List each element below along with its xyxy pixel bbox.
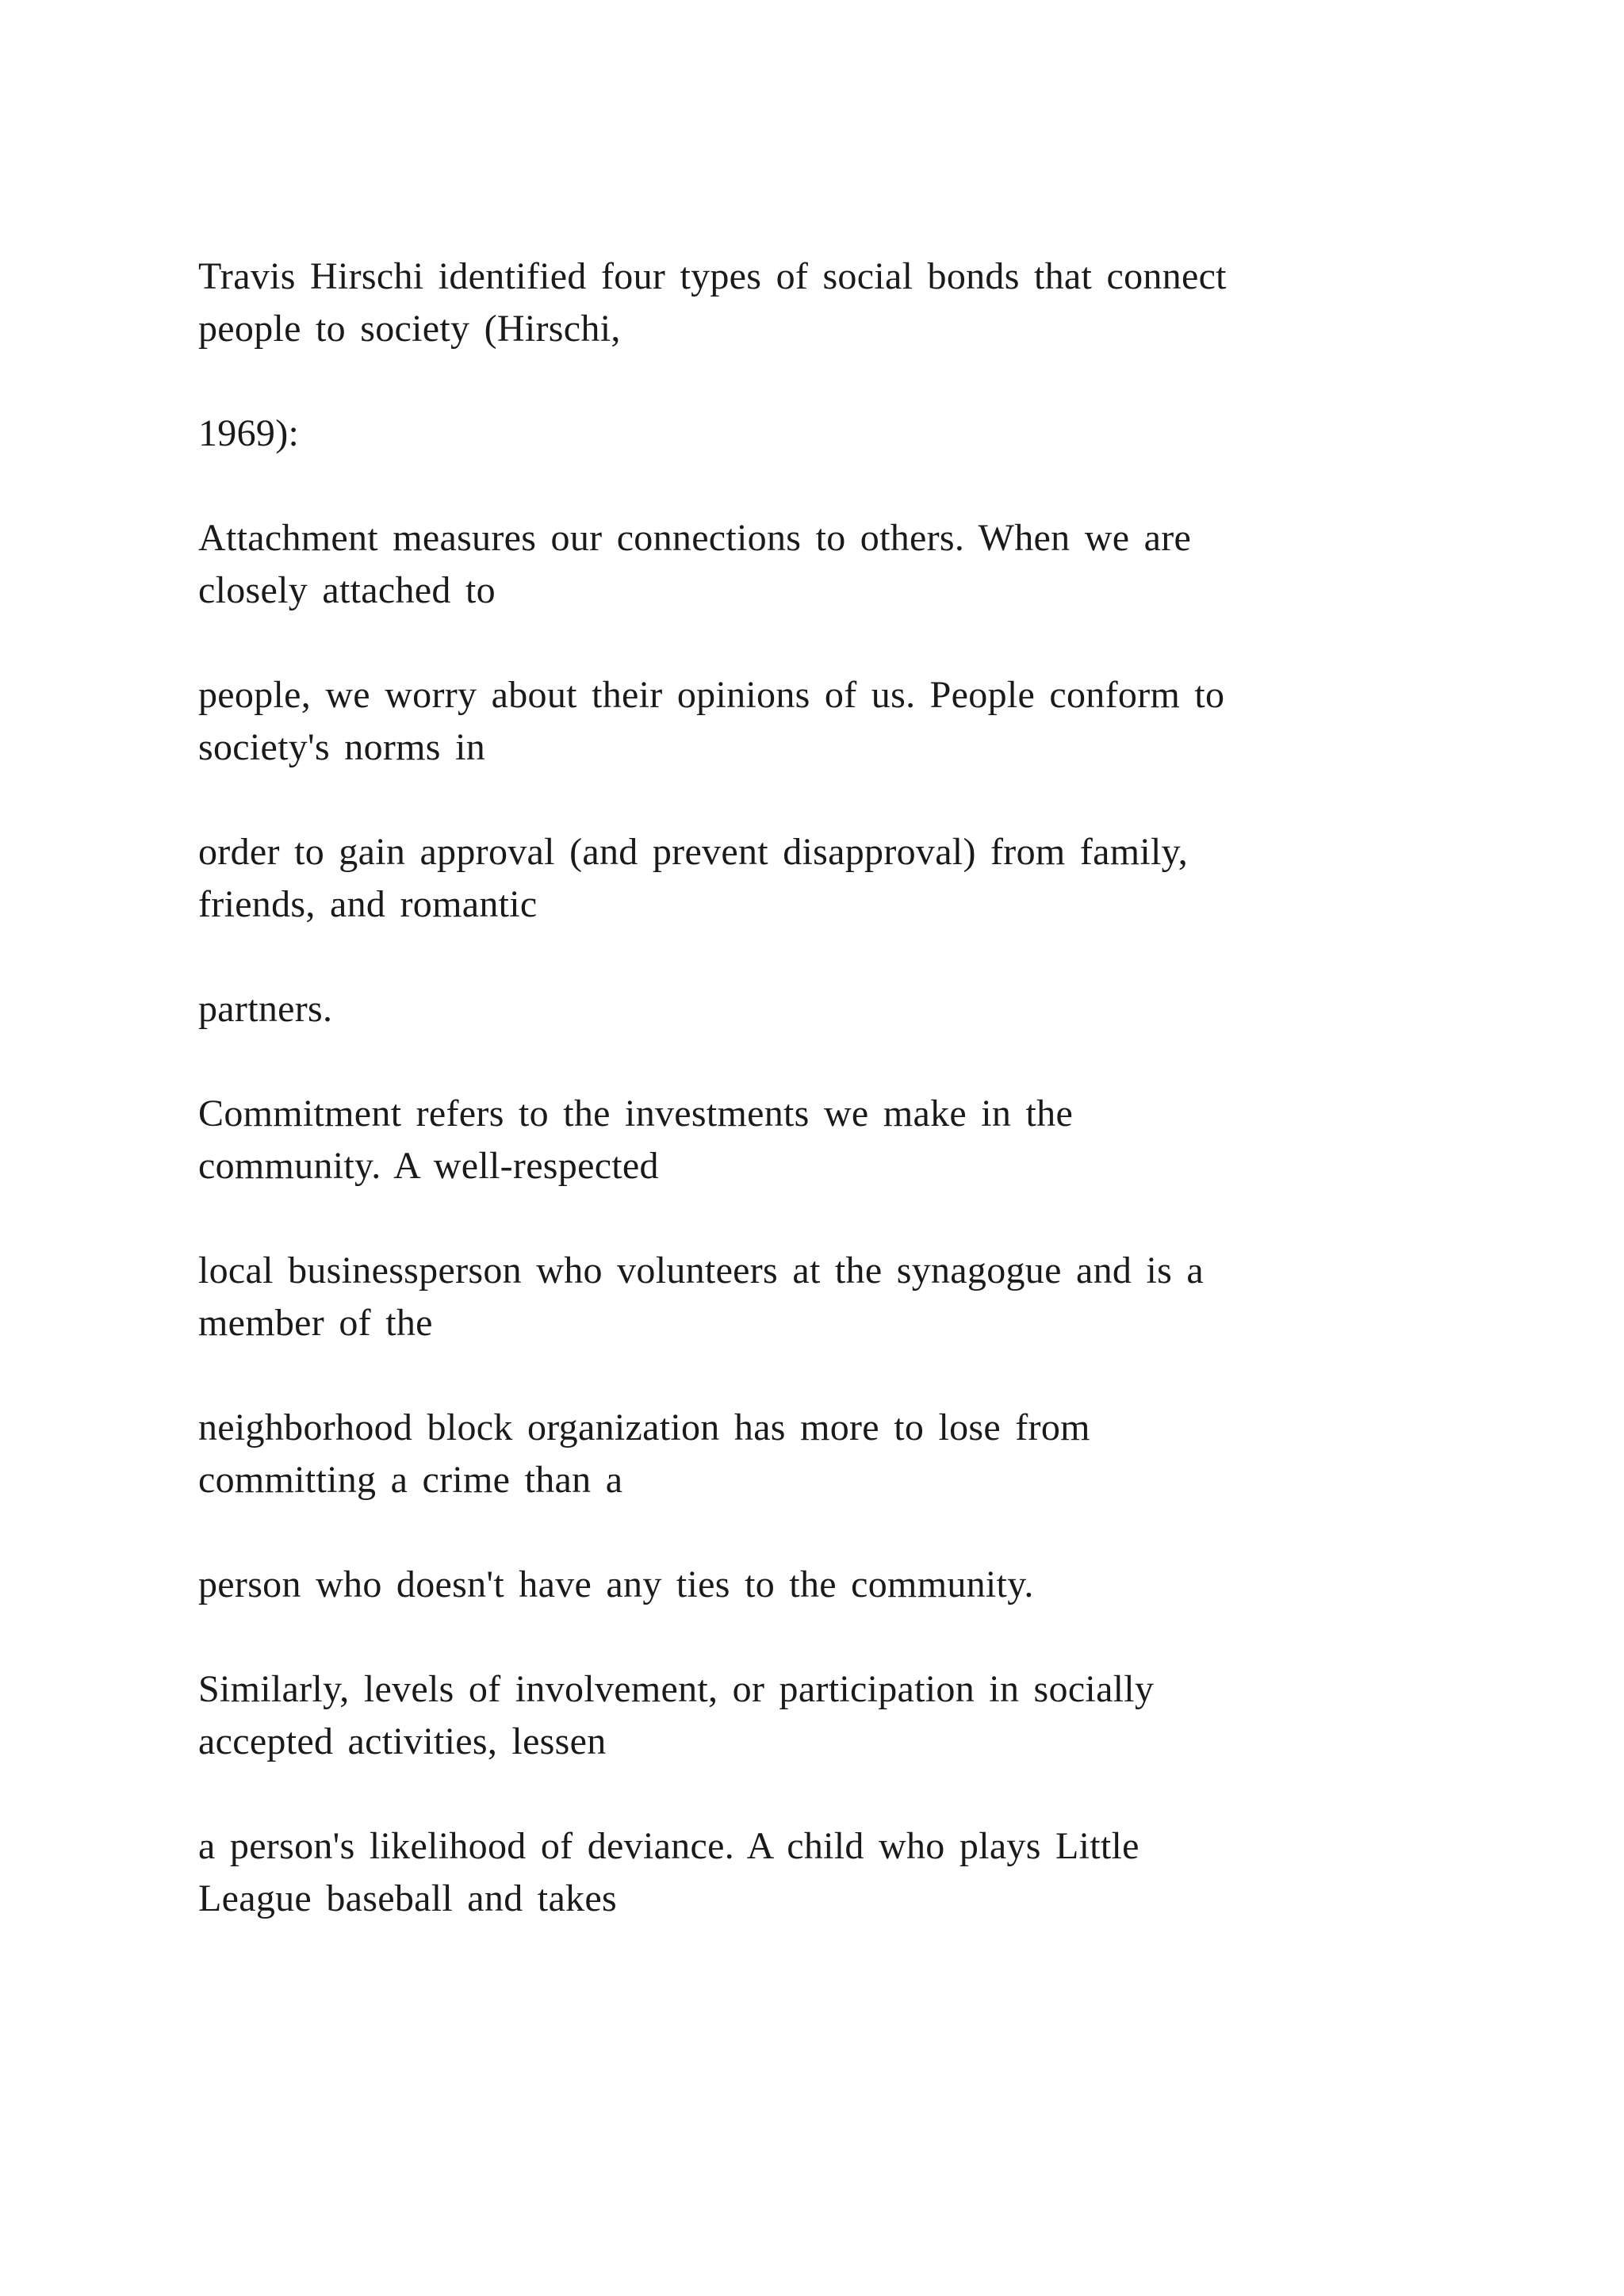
paragraph-citation-year (198, 408, 1435, 460)
text-line: neighborhood block organization has more to lose from (198, 1406, 1090, 1448)
paragraph-involvement (198, 1663, 1435, 1768)
paragraph-commitment-ties (198, 1559, 1435, 1611)
text-line: 1969): (198, 412, 300, 454)
text-line: friends, and romantic (198, 883, 538, 925)
paragraph-involvement-example (198, 1820, 1435, 1925)
paragraph-commitment (198, 1088, 1435, 1192)
text-line: society's norms in (198, 726, 486, 768)
text-line: order to gain approval (and prevent disapproval) from family, (198, 831, 1189, 873)
text-line: partners. (198, 988, 333, 1030)
text-line: a person's likelihood of deviance. A child who plays Little (198, 1825, 1139, 1867)
text-line: League baseball and takes (198, 1877, 617, 1919)
text-line: community. A well-respected (198, 1145, 659, 1187)
text-line: Commitment refers to the investments we make in the (198, 1093, 1074, 1135)
paragraph-attachment-approval (198, 826, 1435, 931)
paragraph-commitment-businessperson (198, 1245, 1435, 1349)
text-line: people to society (Hirschi, (198, 308, 621, 350)
paragraph-social-bonds-intro (198, 251, 1435, 355)
text-line: accepted activities, lessen (198, 1720, 607, 1762)
paragraph-attachment-opinions (198, 669, 1435, 774)
text-line: person who doesn't have any ties to the community. (198, 1563, 1034, 1605)
text-line: committing a crime than a (198, 1459, 623, 1501)
paragraph-commitment-neighborhood (198, 1402, 1435, 1506)
paragraph-partners (198, 983, 1435, 1035)
text-line: Attachment measures our connections to others. When we are (198, 517, 1192, 559)
text-line: local businessperson who volunteers at the synagogue and is a (198, 1249, 1205, 1292)
text-line: member of the (198, 1302, 433, 1344)
text-line: closely attached to (198, 569, 496, 611)
text-line: people, we worry about their opinions of us. People conform to (198, 674, 1225, 716)
paragraph-attachment (198, 512, 1435, 617)
text-line: Travis Hirschi identified four types of social bonds that connect (198, 255, 1227, 297)
text-line: Similarly, levels of involvement, or participation in socially (198, 1668, 1155, 1710)
